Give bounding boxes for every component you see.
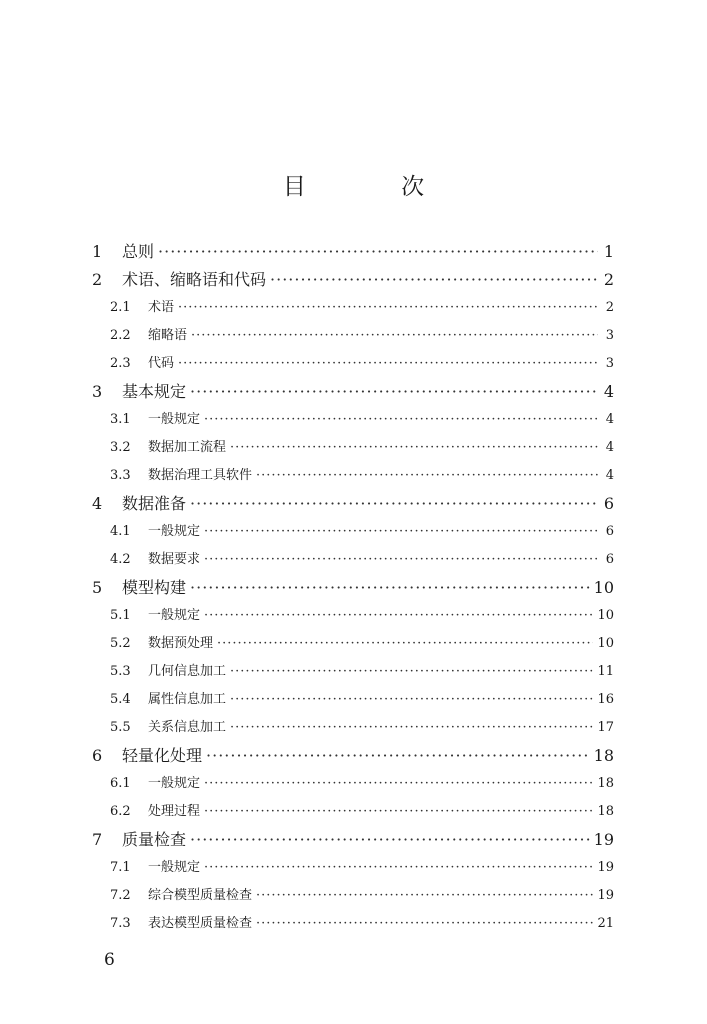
toc-entry-page: 2 [605,300,614,315]
toc-entry-title: 数据加工流程 [148,440,227,455]
toc-dot-leader [190,490,598,518]
toc-chapter-entry[interactable] [88,574,614,602]
toc-chapter-entry[interactable] [88,742,614,770]
toc-entry-number: 5.4 [110,692,131,707]
toc-entry-page: 10 [593,578,614,597]
toc-entry-title: 一般规定 [148,776,201,791]
toc-entry-number: 1 [92,242,103,261]
toc-entry-page: 4 [605,440,614,455]
toc-entry-number: 4.2 [110,552,131,567]
toc-dot-leader [256,882,593,910]
toc-entry-title: 几何信息加工 [148,664,227,679]
toc-entry-number: 2.2 [110,328,131,343]
toc-entry-number: 7 [92,830,103,849]
toc-chapter-entry[interactable] [88,266,614,294]
toc-entry-page: 18 [597,776,614,791]
toc-dot-leader [204,406,598,434]
toc-dot-leader [204,518,598,546]
toc-dot-leader [230,714,593,742]
toc-section-entry[interactable] [88,518,614,546]
toc-entry-number: 7.2 [110,888,131,903]
toc-dot-leader [190,378,598,406]
toc-dot-leader [178,294,598,322]
toc-chapter-entry[interactable] [88,826,614,854]
page-number: 6 [104,950,115,970]
toc-entry-page: 6 [603,494,614,513]
toc-entry-page: 18 [593,746,614,765]
toc-entry-page: 10 [597,608,614,623]
toc-entry-title: 总则 [122,242,155,261]
toc-section-entry[interactable] [88,714,614,742]
toc-entry-page: 4 [605,412,614,427]
toc-entry-page: 16 [597,692,614,707]
toc-entry-number: 4 [92,494,103,513]
toc-entry-page: 11 [597,664,614,679]
toc-dot-leader [230,658,593,686]
toc-section-entry[interactable] [88,686,614,714]
toc-dot-leader [204,854,593,882]
toc-dot-leader [204,798,593,826]
toc-entry-number: 3.1 [110,412,131,427]
toc-section-entry[interactable] [88,798,614,826]
toc-dot-leader [191,322,598,350]
toc-entry-title: 代码 [148,356,175,371]
toc-entry-page: 17 [597,720,614,735]
toc-chapter-entry[interactable] [88,238,614,266]
toc-entry-title: 一般规定 [148,524,201,539]
toc-entry-page: 6 [605,524,614,539]
toc-section-entry[interactable] [88,406,614,434]
toc-entry-title: 数据治理工具软件 [148,468,253,483]
toc-entry-page: 3 [605,328,614,343]
toc-entry-page: 2 [603,270,614,289]
toc-dot-leader [230,686,593,714]
toc-entry-page: 19 [593,830,614,849]
toc-entry-number: 6 [92,746,103,765]
toc-entry-number: 2 [92,270,103,289]
toc-dot-leader [178,350,598,378]
toc-entry-title: 关系信息加工 [148,720,227,735]
toc-section-entry[interactable] [88,658,614,686]
toc-entry-title: 术语、缩略语和代码 [122,270,267,289]
toc-section-entry[interactable] [88,602,614,630]
toc-entry-title: 处理过程 [148,804,201,819]
toc-section-entry[interactable] [88,770,614,798]
toc-entry-title: 数据准备 [122,494,187,513]
toc-entry-number: 7.1 [110,860,131,875]
toc-dot-leader [204,602,593,630]
toc-entry-number: 2.1 [110,300,131,315]
toc-entry-title: 质量检查 [122,830,187,849]
toc-entry-title: 一般规定 [148,412,201,427]
toc-dot-leader [158,238,598,266]
toc-section-entry[interactable] [88,910,614,938]
toc-section-entry[interactable] [88,462,614,490]
toc-entry-title: 轻量化处理 [122,746,203,765]
toc-entry-page: 10 [597,636,614,651]
toc-entry-title: 模型构建 [122,578,187,597]
toc-section-entry[interactable] [88,882,614,910]
toc-entry-page: 4 [605,468,614,483]
toc-entry-page: 19 [597,888,614,903]
table-of-contents [88,238,614,938]
toc-entry-title: 一般规定 [148,608,201,623]
toc-entry-number: 6.1 [110,776,131,791]
toc-dot-leader [204,770,593,798]
toc-entry-number: 5 [92,578,103,597]
toc-entry-title: 缩略语 [148,328,188,343]
toc-entry-number: 5.5 [110,720,131,735]
toc-dot-leader [206,742,590,770]
toc-entry-page: 19 [597,860,614,875]
toc-entry-number: 3.2 [110,440,131,455]
toc-entry-page: 21 [597,916,614,931]
toc-entry-number: 4.1 [110,524,131,539]
toc-entry-number: 5.1 [110,608,131,623]
toc-dot-leader [190,826,590,854]
toc-entry-title: 表达模型质量检查 [148,916,253,931]
toc-dot-leader [217,630,593,658]
toc-dot-leader [204,546,598,574]
toc-title: 目 次 [282,174,469,200]
toc-entry-number: 2.3 [110,356,131,371]
toc-entry-number: 5.3 [110,664,131,679]
toc-entry-number: 3.3 [110,468,131,483]
toc-entry-page: 6 [605,552,614,567]
toc-chapter-entry[interactable] [88,378,614,406]
toc-dot-leader [256,462,598,490]
toc-section-entry[interactable] [88,854,614,882]
toc-section-entry[interactable] [88,546,614,574]
toc-entry-title: 术语 [148,300,175,315]
toc-entry-page: 4 [603,382,614,401]
toc-entry-title: 属性信息加工 [148,692,227,707]
toc-section-entry[interactable] [88,350,614,378]
toc-entry-title: 一般规定 [148,860,201,875]
toc-section-entry[interactable] [88,294,614,322]
toc-entry-title: 基本规定 [122,382,187,401]
toc-section-entry[interactable] [88,322,614,350]
toc-entry-title: 数据要求 [148,552,201,567]
toc-entry-number: 7.3 [110,916,131,931]
toc-entry-page: 1 [603,242,614,261]
toc-dot-leader [190,574,590,602]
toc-entry-page: 3 [605,356,614,371]
toc-entry-number: 6.2 [110,804,131,819]
toc-dot-leader [230,434,598,462]
toc-entry-number: 3 [92,382,103,401]
toc-chapter-entry[interactable] [88,490,614,518]
toc-dot-leader [256,910,593,938]
toc-dot-leader [270,266,598,294]
toc-entry-title: 综合模型质量检查 [148,888,253,903]
toc-entry-title: 数据预处理 [148,636,214,651]
toc-entry-page: 18 [597,804,614,819]
toc-entry-number: 5.2 [110,636,131,651]
toc-section-entry[interactable] [88,434,614,462]
toc-section-entry[interactable] [88,630,614,658]
